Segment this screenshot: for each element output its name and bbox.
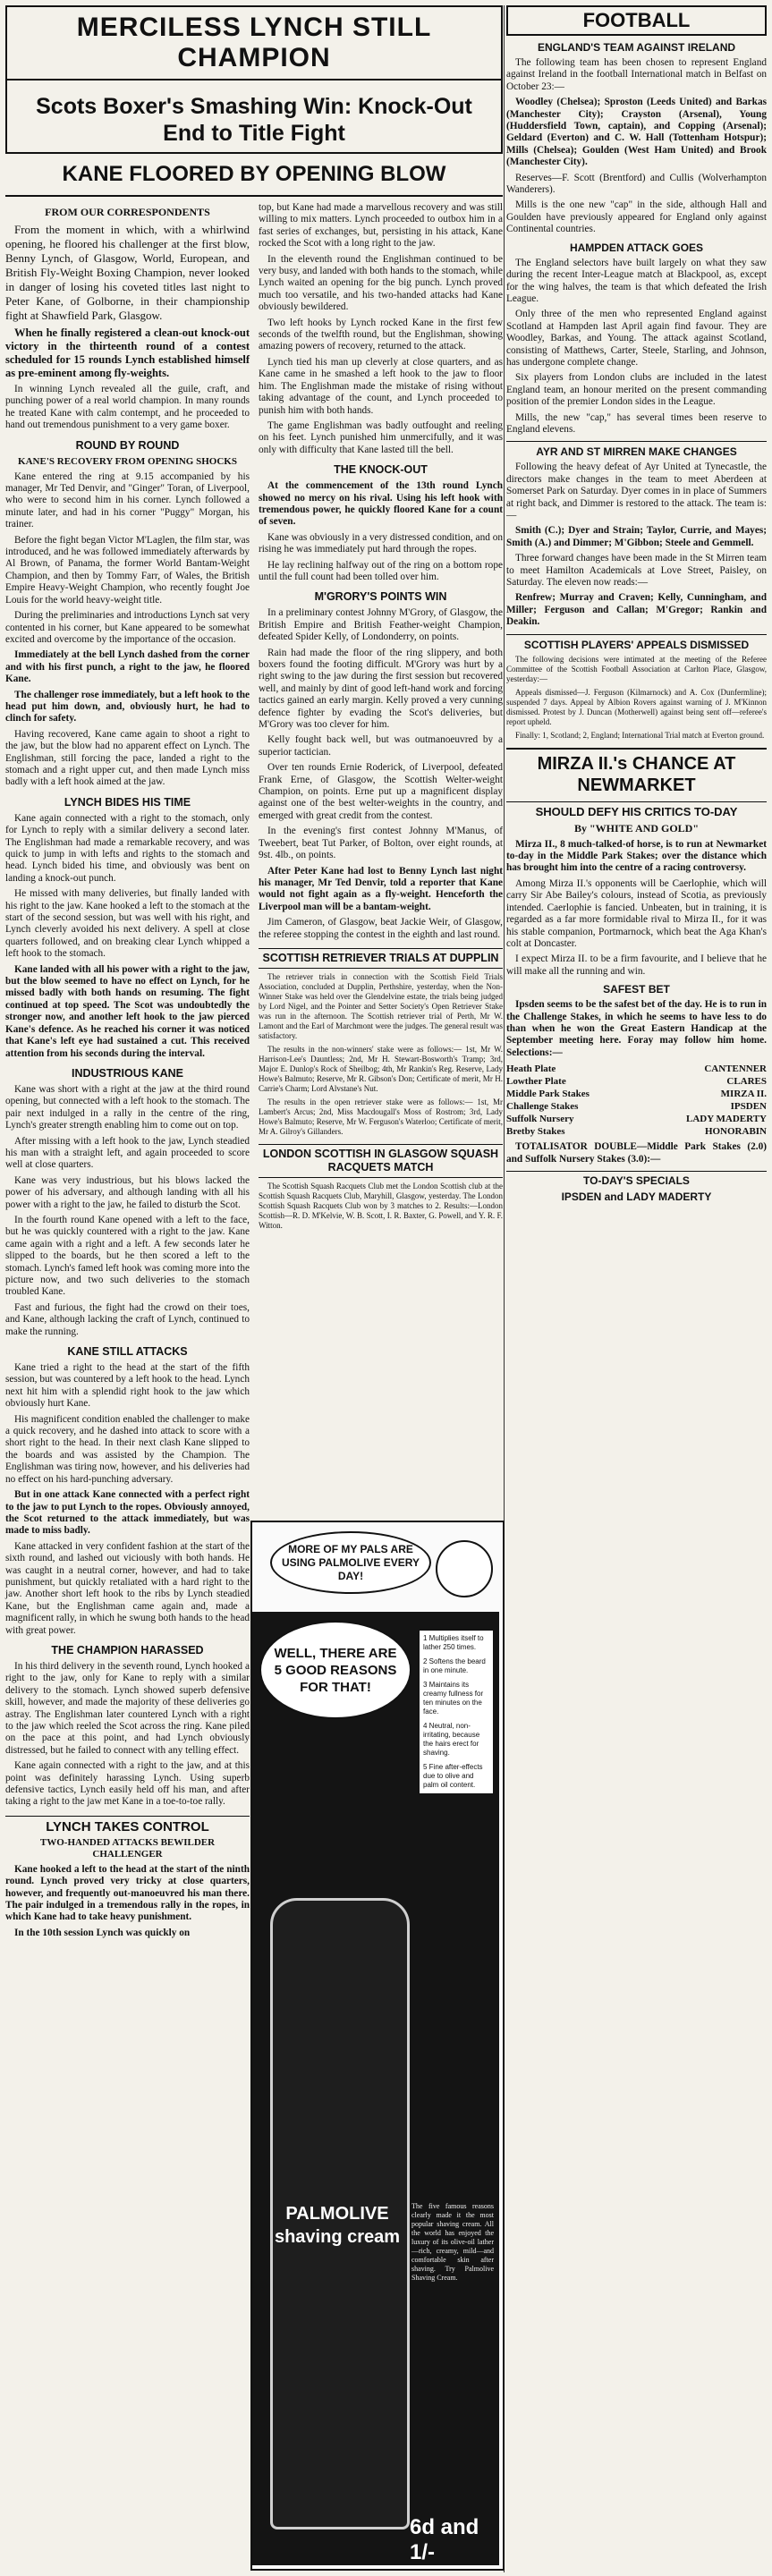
paragraph: Mills, the new "cap," has several times been reserve to England elevens. (506, 411, 767, 435)
paragraph: top, but Kane had made a marvellous recovery and was still willing to mix matters. Lynch proceeded to outbox him in a fast series of exchanges, but, persisting in his attack, Kane rocked the Scot with a long right to the jaw. (259, 202, 503, 250)
specials-picks: IPSDEN and LADY MADERTY (561, 1190, 712, 1203)
paragraph: Two left hooks by Lynch rocked Kane in the first few seconds of the twelfth round, but the Englishman, showing amazing powers of recovery, returned to the attack. (259, 317, 503, 352)
subhead-two-handed: TWO-HANDED ATTACKS BEWILDER CHALLENGER (39, 1836, 216, 1860)
subhead-hampden: HAMPDEN ATTACK GOES (569, 241, 704, 254)
race-pick: CLARES (726, 1076, 767, 1088)
palmolive-advert (250, 1521, 505, 2571)
paragraph: The game Englishman was badly outfought and reeling on his feet. Lynch punished him unmercifully, and it was only with difficulty that Kane lasted till the bell. (259, 419, 503, 455)
paragraph: Kane again connected with a right to the stomach, only for Lynch to reply with a similar delivery a second later. The Englishman had made a remarkable recovery, and was quick to jump in with lefts and rights to the stomach and head. Lynch bided his time, and obviously was bent on landing a knock-out punch. (5, 812, 250, 884)
paragraph: TOTALISATOR DOUBLE—Middle Park Stakes (2.0) and Suffolk Nursery Stakes (3.0):— (506, 1141, 767, 1165)
advert-price: 6d and 1/- (410, 2515, 479, 2564)
paragraph: The challenger rose immediately, but a left hook to the head put him down, and, obviously hurt, he had to clinch for safety. (5, 689, 250, 724)
paragraph: During the preliminaries and introductions Lynch sat very contented in his corner, but Kane appeared to be somewhat excited and overcome by the importance of the occasion. (5, 610, 250, 645)
subhead-safest: SAFEST BET (603, 983, 670, 996)
selection-row (506, 1113, 767, 1125)
selection-row (506, 1063, 767, 1075)
paragraph: Kane was obviously in a very distressed condition, and on rising he was immediately put hard through the ropes. (259, 531, 503, 555)
reason-item: 2 Softens the beard in one minute. (423, 1657, 486, 1674)
paragraph-small: The retriever trials in connection with the Scottish Field Trials Association, concluded at Dupplin, Perthshire, yesterday, when the Non-Winner Stake was held over the Glendelvine estate, the trials being judged by Lord Nigel, and the Pointer and Setter Society's Open Retriever Stake was run in the afternoon. The Scottish retriever trial of Perth, Mr W. Lamont and the Earl of Marchmont were the judges. The general result was satisfactory. (259, 971, 503, 1040)
headline-third-box (5, 161, 503, 197)
paragraph: Jim Cameron, of Glasgow, beat Jackie Weir, of Glasgow, the referee stopping the contest in the eighth and last round. (259, 917, 503, 940)
paragraph: Having recovered, Kane came again to shoot a right to the jaw, but the blow had no apparent effect on Lynch. The Englishman, still forcing the pace, landed a right to the stomach and a right upper cut, and then made Lynch miss badly with a left hook aimed at the jaw. (5, 728, 250, 788)
paragraph: In the eleventh round the Englishman continued to be very busy, and landed with both hands to the stomach, while Lynch waited an opening for the big punch. Lynch proved much too versatile, and his two-handed attacks had Kane obviously bewildered. (259, 253, 503, 313)
paragraph: Kane was short with a right at the jaw at the third round opening, but connected with a left hook to the stomach. The pair next indulged in a rally in the centre of the ring, Lynch's greater strength enabling him to come out on top. (5, 1083, 250, 1131)
reasons-cloud: WELL, THERE ARE 5 GOOD REASONS FOR THAT! (259, 1621, 411, 1719)
paragraph: Kane was very industrious, but his blows lacked the power of his adversary, and although landing with all his power with a right to the jaw, he failed to disturb the Scot. (5, 1174, 250, 1210)
subhead-control: LYNCH TAKES CONTROL (5, 1816, 250, 1834)
paragraph: Kane attacked in very confident fashion at the start of the sixth round, and lashed out viciously with both hands. He was caught in a neutral corner, however, and had to take punishment, but quickly retaliated with a hard right to the jaw. Another short left hook to the ribs by Lynch steadied Kane, but the Englishman came again and, made a magnificent rally, in which he swung both hands to the head with great power. (5, 1540, 250, 1636)
football-heading: FOOTBALL (506, 5, 767, 36)
paragraph: Immediately at the bell Lynch dashed from the corner and with his first punch, a right to the jaw, he floored Kane. (5, 649, 250, 685)
selections-list (506, 1063, 767, 1138)
paragraph: At the commencement of the 13th round Lynch showed no mercy on his rival. Using his left hook with tremendous power, he quickly floored Kane for a count of seven. (259, 480, 503, 528)
paragraph: In his third delivery in the seventh round, Lynch hooked a right to the jaw, only for Kane to reply with a similar delivery to the stomach. Lynch showed superb defensive skill, however, and made the majority of these deliveries go astray. The Englishman later countered Lynch with a right to the jaw which reeled the Scot across the ring. Kane piled on the pace at this point, and had Lynch obviously distressed, but he failed to connect with any telling effect. (5, 1660, 250, 1756)
paragraph: I expect Mirza II. to be a firm favourite, and I believe that he will make all the running and win. (506, 953, 767, 977)
advert-brand: PALMOLIVE shaving cream (274, 2204, 401, 2247)
paragraph: Reserves—F. Scott (Brentford) and Cullis (Wolverhampton Wanderers). (506, 172, 767, 196)
headline-secondary: Scots Boxer's Smashing Win: Knock-Out End to Title Fight (36, 94, 472, 146)
paragraph: But in one attack Kane connected with a perfect right to the jaw to put Lynch to the ropes. Obviously annoyed, the Scot returned to the attack immediately, but was made to miss badly. (5, 1489, 250, 1537)
paragraph: In the 10th session Lynch was quickly on (14, 1927, 191, 1938)
race-name: Middle Park Stakes (506, 1089, 590, 1100)
paragraph: Mirza II., 8 much-talked-of horse, is to run at Newmarket to-day in the Middle Park Stakes; over the distance which has brought him into the centre of a racing controversy. (506, 838, 767, 874)
paragraph: Three forward changes have been made in the St Mirren team to meet Hamilton Academicals at Love Street, Paisley, on Saturday. The eleven now reads:— (506, 553, 767, 589)
paragraph: After missing with a left hook to the jaw, Lynch steadied his man with a straight left, and again proceeded to score well at close quarters. (5, 1135, 250, 1171)
paragraph: After Peter Kane had lost to Benny Lynch last night his manager, Mr Ted Denvir, told a reporter that Kane would not fight again as a fly-weight. Henceforth the Liverpool man will be a bantam-weight. (259, 865, 503, 912)
race-name: Challenge Stakes (506, 1101, 579, 1113)
subhead-england: ENGLAND'S TEAM AGAINST IRELAND (537, 41, 736, 54)
paragraph: Ipsden seems to be the safest bet of the day. He is to run in the Challenge Stakes, in which he seems to have less to do than when he won the Great Eastern Handicap at the September meeting here. Foray may follow him home. Selections:— (506, 999, 767, 1058)
paragraph: Rain had made the floor of the ring slippery, and both boxers found the footing difficult. M'Grory was hurt by a right swing to the jaw during the first session but recovered well, and mainly by dint of good left-hand work and forcing tactics gained an early margin. Kelly proved a very cunning defence fighter by evading the Scot's deliveries, but M'Grory was too clever for him. (259, 647, 503, 731)
paragraph: The following team has been chosen to represent England against Ireland in the football International match in Belfast on October 23:— (506, 57, 767, 92)
subhead-specials: TO-DAY'S SPECIALS (506, 1171, 767, 1187)
paragraph: He lay reclining halfway out of the ring on a bottom rope until the full count had been tolled over him. (259, 559, 503, 582)
paragraph-small: The Scottish Squash Racquets Club met the London Scottish club at the Scottish Squash Racquets Club, Maryhill, Glasgow, yesterday. The London Scottish Squash Racquets Club won by 3 matches to 2. Results:—London Scottish—R. D. M'Kelvie, W. B. Scott, I. R. Baxter, G. Powell, and Y. R. F. Witton. (259, 1181, 503, 1230)
racing-byline: By "WHITE AND GOLD" (573, 821, 699, 835)
headline-main: MERCILESS LYNCH STILL CHAMPION (76, 13, 432, 72)
paragraph: Smith (C.); Dyer and Strain; Taylor, Currie, and Mayes; Smith (A.) and Dimmer; M'Gibbon; Steele and Gemmell. (506, 525, 767, 548)
paragraph: Kane tried a right to the head at the start of the fifth session, but was countered by a left hook to the head. Lynch next hit him with a splendid right hook to the jaw which obviously hurt Kane. (5, 1362, 250, 1410)
subhead-mgrory: M'GRORY'S POINTS WIN (314, 590, 447, 604)
paragraph: Lynch tied his man up cleverly at close quarters, and as Kane came in he smashed a left hook to the jaw to floor him. The Englishman made the mistake of rising without taking advantage of the count, and Lynch proceeded to punish him with both hands. (259, 356, 503, 416)
subhead-squash: LONDON SCOTTISH IN GLASGOW SQUASH RACQUETS MATCH (259, 1144, 503, 1178)
subhead-bides: LYNCH BIDES HIS TIME (64, 795, 191, 809)
paragraph: Before the fight began Victor M'Laglen, the film star, was introduced, and he was followed immediately afterwards by Al Brown, of Panama, the former World Bantam-Weight Champion, and then by Tommy Farr, of Wales, the British Empire Heavy-Weight Champion, who recently fought Joe Louis for the world heavy-weight title. (5, 534, 250, 606)
paragraph: His magnificent condition enabled the challenger to make a quick recovery, and he dashed into attack to score with a short right to the head. In their next clash Kane slipped to the boards and was assisted by the Champion. The Englishman was tiring now, however, and his deliveries had no effect on his hard-punching adversary. (5, 1413, 250, 1485)
man-face-icon (436, 1540, 493, 1597)
paragraph: In a preliminary contest Johnny M'Grory, of Glasgow, the British Empire and British Feather-weight Champion, defeated Spider Kelly, of Londonderry, on points. (259, 607, 503, 643)
paragraph: Kane landed with all his power with a right to the jaw, but the blow seemed to have no effect on Lynch, for he missed badly with both hands on resuming. The fight continued at top speed. The Scot was undoubtedly the stronger now, and another left hook to the jaw pierced Kane's defence. As he reached his corner it was noticed that Kane's left eye had sustained a cut. This received attention from his seconds during the interval. (5, 963, 250, 1059)
subhead-defy: SHOULD DEFY HIS CRITICS TO-DAY (506, 801, 767, 818)
race-name: Heath Plate (506, 1063, 556, 1075)
lead-bold-paragraph: When he finally registered a clean-out knock-out victory in the thirteenth round of a contest scheduled for 15 rounds Lynch established himself as pre-eminent among fly-weights. (5, 326, 250, 379)
lead-paragraph: From the moment in which, with a whirlwind opening, he floored his challenger at the first blow, Benny Lynch, of Glasgow, World, European, and British Fly-Weight Boxing Champion, never looked in danger of losing his coveted titles last night to Peter Kane, of Golborne, in their championship fight at Shawfield Park, Glasgow. (5, 223, 250, 322)
race-name: Lowther Plate (506, 1076, 566, 1088)
headline-box (5, 5, 503, 80)
sports-column (506, 5, 767, 1207)
race-pick: LADY MADERTY (686, 1114, 767, 1125)
reason-item: 3 Maintains its creamy fullness for ten minutes on the face. (423, 1681, 484, 1716)
paragraph: Kelly fought back well, but was outmanoeuvred by a superior tactician. (259, 734, 503, 758)
subhead-kane-still: KANE STILL ATTACKS (67, 1345, 188, 1359)
paragraph-small: The results in the open retriever stake were as follows:— 1st, Mr Lambert's Arcus; 2nd, Miss Macdougall's Moss of Rostrom; 3rd, Lady Howe's Balmuto; Reserve, Mr W. Ferguson's Waterloo; Certificate of merit, Mr A. Gilroy's Gillanders. (259, 1097, 503, 1136)
paragraph: Woodley (Chelsea); Sproston (Leeds United) and Barkas (Manchester City); Crayston (Arsenal), Young (Huddersfield Town, captain), and Copping (Arsenal); Geldard (Everton) and C. W. Hall (Tottenham Hotspur); Mills (Chelsea); Goulden (West Ham United) and Brook (Manchester City). (506, 97, 767, 168)
headline-tertiary: KANE FLOORED BY OPENING BLOW (62, 162, 446, 186)
paragraph: In the evening's first contest Johnny M'Manus, of Tweebert, beat Tut Parker, of Bolton, over eight rounds, at 9st. 4lb., on points. (259, 826, 503, 861)
paragraph: Among Mirza II.'s opponents will be Caerlophie, which will carry Sir Abe Bailey's colours, instead of Scotia, as previously intended. Caerlophie is fancied. Unbeaten, but in training, it is regarded as a far more formidable rival to Mirza II., for it was his stable companion, Portmarnock, which beat the Aga Khan's colt at Doncaster. (506, 877, 767, 949)
reasons-list (419, 1630, 494, 1794)
subhead-appeals: SCOTTISH PLAYERS' APPEALS DISMISSED (506, 634, 767, 651)
paragraph: The England selectors have built largely on what they saw during the recent Inter-League match at Blackpool, as, except for the wing halves, the team is that which defeated the Irish League. (506, 257, 767, 304)
subhead-ayr: AYR AND ST MIRREN MAKE CHANGES (506, 441, 767, 458)
selection-row (506, 1100, 767, 1113)
advert-body: The five famous reasons clearly made it the most popular shaving cream. All the world has enjoyed the luxury of its olive-oil lather—rich, creamy, mild—and comfortable skin after shaving. Try Palmolive Shaving Cream. (411, 2202, 494, 2282)
race-pick: CANTENNER (704, 1063, 767, 1075)
race-pick: IPSDEN (730, 1101, 767, 1113)
subhead-retriever: SCOTTISH RETRIEVER TRIALS AT DUPPLIN (259, 948, 503, 969)
paragraph-small: The results in the non-winners' stake were as follows:— 1st, Mr W. Harrison-Lee's Dauntless; 2nd, Mr H. Stewart-Bosworth's Tramp; 3rd, Major E. Dunlop's Rock of Sheilbog; 4th, Mr Rankin's Reg. Reserve, Lady Howe's Balmuto; Reserve, Mr R. Gibson's Don; Certificate of merit, Mr H. Carrie's Charm; Lord Alvstane's Nut. (259, 1044, 503, 1093)
mirza-headline: MIRZA II.'s CHANCE AT NEWMARKET (506, 748, 767, 796)
speech-bubble: MORE OF MY PALS ARE USING PALMOLIVE EVERY DAY! (270, 1531, 431, 1594)
byline: FROM OUR CORRESPONDENTS (45, 206, 210, 218)
subhead-industrious: INDUSTRIOUS KANE (71, 1066, 183, 1080)
paragraph: In the fourth round Kane opened with a left to the face, but he was quickly countered with a right to the jaw. Kane came again with a right and a left. A few seconds later he slipped to the boards, but he then scored a left to the stomach. Lynch's famed left hook was coming more into the picture now, and two such deliveries to the stomach troubled Kane. (5, 1214, 250, 1298)
paragraph: Following the heavy defeat of Ayr United at Tynecastle, the directors make changes in the team to meet Aberdeen at Somerset Park on Saturday. Dyer comes in in place of Summers at right back, and Dimmer is restored to the attack. The team is:— (506, 462, 767, 521)
selection-row (506, 1125, 767, 1138)
race-pick: HONORABIN (704, 1126, 767, 1138)
paragraph: Renfrew; Murray and Craven; Kelly, Cunningham, and Miller; Ferguson and Callan; M'Gregor; Rankin and Deakin. (506, 592, 767, 628)
paragraph: Kane again connected with a right to the jaw, and at this point was definitely harassing Lynch. Using superb defensive tactics, Lynch easily held off his man, and after taking a right to the jaw met Kane in a toe-to-toe rally. (5, 1760, 250, 1808)
paragraph-small: The following decisions were intimated at the meeting of the Referee Committee of the Scottish Football Association at Carlton Place, Glasgow, yesterday:— (506, 654, 767, 683)
paragraph: Over ten rounds Ernie Roderick, of Liverpool, defeated Frank Erne, of Glasgow, the Scottish Welter-weight Champion, on points. Erne put up a magnificent display against one of the best welter-weights in the country, and emerged with great credit from the contest. (259, 762, 503, 821)
reason-item: 4 Neutral, non-irritating, because the hairs erect for shaving. (423, 1722, 480, 1757)
paragraph: Only three of the men who represented England against Scotland at Hampden last April again find favour. They are Woodley, Barkas, and Young. The attack against Scotland, consisting of Matthews, Carter, Steele, Starling, and Johnson, has undergone complete change. (506, 309, 767, 368)
subhead-harassed: THE CHAMPION HARASSED (51, 1643, 204, 1657)
subheadline-box (5, 80, 503, 154)
selection-row (506, 1075, 767, 1088)
story-column-a (5, 202, 250, 1943)
paragraph: Kane hooked a left to the head at the start of the ninth round. Lynch proved very tricky at close quarters, however, and frequently out-manoeuvred his man there. The pair indulged in a tremendous rally in the ropes, in which Kane had to take heavy punishment. (5, 1863, 250, 1923)
subhead-knockout: THE KNOCK-OUT (334, 463, 428, 477)
paragraph: In winning Lynch revealed all the guile, craft, and punching power of a real world champion. In many rounds he treated Kane with calm contempt, and he proceeded to hand out tremendous punishment to a very game boxer. (5, 384, 250, 431)
paragraph: Fast and furious, the fight had the crowd on their toes, and Kane, although lacking the craft of Lynch, continued to make the running. (5, 1301, 250, 1337)
paragraph: Kane entered the ring at 9.15 accompanied by his manager, Mr Ted Denvir, and "Ginger" Toran, of Liverpool, who were to second him in his corner. Lynch followed a minute later, and had in his corner "Puggy" Morgan, his trainer. (5, 470, 250, 530)
reason-item: 5 Fine after-effects due to olive and palm oil content. (423, 1763, 483, 1789)
selection-row (506, 1088, 767, 1100)
paragraph-small: Appeals dismissed—J. Ferguson (Kilmarnock) and A. Cox (Dunfermline); suspended 7 days. Appeal by Albion Rovers against warning of J. M'Kinnon dismissed. Protest by J. Duncan (Motherwell) against being sent off—referee's report upheld. (506, 687, 767, 726)
paragraph: He missed with many deliveries, but finally landed with his right to the jaw. Kane hooked a left to the stomach at the start of the second session, but was well with his right, and Lynch cleverly avoided his next delivery. A spell at close quarters followed, and on breaking clear Lynch whipped a left hook to the stomach. (5, 888, 250, 960)
subhead-round-by-round: ROUND BY ROUND (75, 438, 180, 452)
paragraph: Six players from London clubs are included in the latest England team, an honour merited on the present commanding position of the premier London sides in the League. (506, 372, 767, 408)
reason-item: 1 Multiplies itself to lather 250 times. (423, 1634, 484, 1651)
paragraph: Mills is the one new "cap" in the side, although Hall and Goulden have previously appeared for England only against Continental countries. (506, 199, 767, 235)
paragraph-small: Finally: 1, Scotland; 2, England; International Trial match at Everton ground. (515, 730, 765, 740)
race-name: Suffolk Nursery (506, 1114, 574, 1125)
race-name: Bretby Stakes (506, 1126, 565, 1138)
subhead-recovery: KANE'S RECOVERY FROM OPENING SHOCKS (18, 455, 237, 467)
race-pick: MIRZA II. (720, 1089, 767, 1100)
